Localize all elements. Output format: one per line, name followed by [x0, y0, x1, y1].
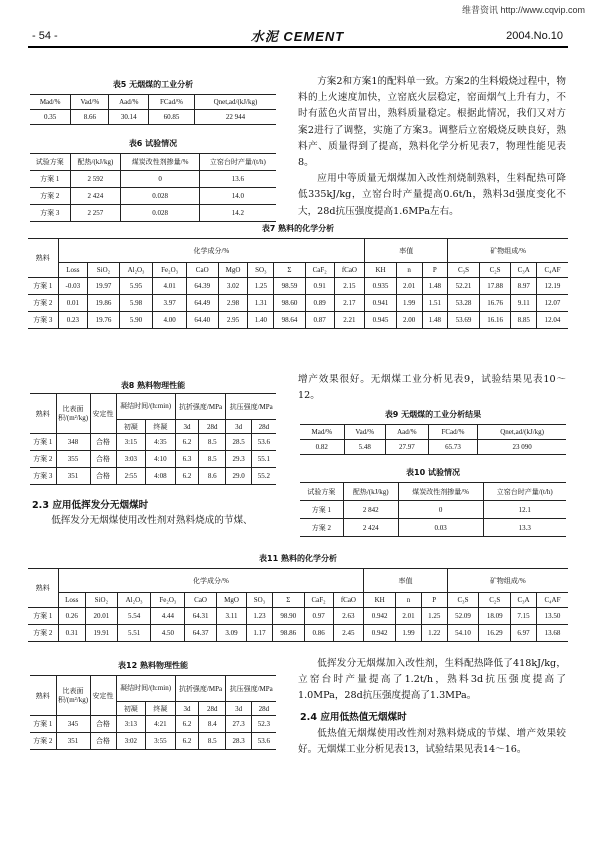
table7-cell: 0.935 — [365, 278, 397, 295]
table8-cell: 4:35 — [146, 434, 176, 451]
table7-cell: 12.04 — [537, 312, 568, 329]
table12-cell: 6.2 — [175, 733, 199, 750]
table11-cell: 0.942 — [364, 608, 396, 625]
table8-cell: 方案 1 — [30, 434, 56, 451]
table12-cell: 3:02 — [116, 733, 146, 750]
table9-header: Mad/% — [300, 425, 344, 440]
table11-cell: 3.09 — [216, 625, 246, 642]
table11-row — [28, 625, 568, 642]
table7-cell: 5.95 — [119, 278, 153, 295]
table10-header: 煤炭改性剂掺量/% — [398, 483, 483, 501]
table7-cell: 2.01 — [396, 278, 422, 295]
table11-cell: 2.63 — [333, 608, 364, 625]
table11-cell: 1.22 — [421, 625, 447, 642]
table11-cell: 1.23 — [247, 608, 273, 625]
table7-group-mineral: 矿物组成/% — [448, 239, 568, 263]
table11-row-label-header: 熟料 — [28, 569, 58, 608]
table5-cell: 30.14 — [109, 110, 149, 125]
table11-cell: 98.86 — [272, 625, 304, 642]
table7-row — [28, 295, 568, 312]
table11-cell: 13.50 — [536, 608, 568, 625]
table11-cell: 5.51 — [117, 625, 151, 642]
table7-col-header: SO₃ — [248, 263, 274, 278]
table7-cell: 16.76 — [479, 295, 511, 312]
table11-col-header: C₂S — [479, 593, 511, 608]
table12 — [30, 675, 276, 750]
table5-header: Mad/% — [30, 95, 71, 110]
table11-col-header: Σ — [272, 593, 304, 608]
table8-cell: 55.2 — [251, 468, 276, 485]
table9-header: Vad/% — [344, 425, 385, 440]
table7-cell: 19.76 — [88, 312, 120, 329]
table8-cell: 方案 2 — [30, 451, 56, 468]
table9-header: Aad/% — [385, 425, 428, 440]
table9-cell: 23 090 — [478, 440, 566, 455]
table11-row — [28, 608, 568, 625]
table11-cell: 2.45 — [333, 625, 364, 642]
table11-row-label: 方案 2 — [28, 625, 58, 642]
table12-header-stability: 安定性 — [90, 676, 116, 716]
table9-cell: 0.82 — [300, 440, 344, 455]
table11-group-mineral: 矿物组成/% — [447, 569, 568, 593]
table7-cell: 5.90 — [119, 312, 153, 329]
table8-cell: 8.6 — [199, 468, 226, 485]
table10-cell: 2 424 — [343, 519, 398, 537]
table11-caption: 表11 熟料的化学分析 — [259, 554, 337, 563]
table7-cell: 64.39 — [186, 278, 218, 295]
table7-group-ratio: 率值 — [365, 239, 448, 263]
table7-cell: 2.17 — [334, 295, 365, 312]
table6-header: 配热/(kJ/kg) — [70, 154, 121, 171]
table11-col-header: P — [421, 593, 447, 608]
table11-col-header: KH — [364, 593, 396, 608]
table8-subheader: 3d — [226, 420, 251, 434]
table7-cell: 64.40 — [186, 312, 218, 329]
paragraph: 低挥发分无烟煤使用改性剂对熟料烧成的节煤、 — [51, 515, 253, 526]
table8 — [30, 393, 276, 485]
table8-cell: 4:08 — [146, 468, 176, 485]
table8-cell: 355 — [56, 451, 90, 468]
table12-header-comp: 抗压强度/MPa — [226, 676, 276, 702]
body-text-sec24 — [298, 726, 566, 758]
table12-caption: 表12 熟料物理性能 — [118, 661, 188, 670]
paragraph: 增产效果很好。无烟煤工业分析见表9，试验结果见表10～12。 — [298, 374, 566, 402]
table8-subheader: 28d — [251, 420, 276, 434]
table8-subheader: 28d — [199, 420, 226, 434]
table7-col-header: C₄AF — [537, 263, 568, 278]
table11-col-header: n — [396, 593, 422, 608]
table7-cell: -0.03 — [58, 278, 88, 295]
table11 — [28, 568, 568, 642]
table6-caption: 表6 试验情况 — [128, 139, 178, 148]
table7-group-chem: 化学成分/% — [58, 239, 365, 263]
table8-cell: 6.3 — [175, 451, 199, 468]
table8-cell: 29.0 — [226, 468, 251, 485]
table12-cell: 方案 1 — [30, 716, 56, 733]
table6-cell: 0.028 — [121, 188, 199, 205]
table5-caption: 表5 无烟煤的工业分析 — [112, 80, 194, 89]
table11-col-header-row — [28, 593, 568, 608]
table7-cell: 53.69 — [448, 312, 480, 329]
table5-cell: 22 944 — [194, 110, 276, 125]
table8-cell: 53.6 — [251, 434, 276, 451]
table6-header: 立窑台时产量/(t/h) — [199, 154, 276, 171]
table7-cell: 1.51 — [422, 295, 448, 312]
table9-header: FCad/% — [428, 425, 478, 440]
table7-cell: 64.49 — [186, 295, 218, 312]
table5-cell: 60.85 — [149, 110, 195, 125]
table7-cell: 0.941 — [365, 295, 397, 312]
table11-cell: 2.01 — [396, 608, 422, 625]
table7-row — [28, 312, 568, 329]
table7-cell: 2.21 — [334, 312, 365, 329]
body-text-right-bottom — [298, 656, 566, 705]
table10-cell: 12.1 — [483, 501, 566, 519]
table8-row — [30, 468, 276, 485]
table7-cell: 98.64 — [274, 312, 306, 329]
table6 — [30, 153, 276, 222]
table11-cell: 20.01 — [85, 608, 117, 625]
table7-cell: 1.48 — [422, 312, 448, 329]
table7-cell: 2.98 — [218, 295, 248, 312]
paragraph: 低挥发分无烟煤加入改性剂，生料配热降低了418kJ/kg，立窑台时产量提高了1.2t/h，熟料3d抗压强度提高了1.0MPa，28d抗压强度提高了1.3MPa。 — [298, 658, 566, 702]
table8-cell: 合格 — [90, 434, 116, 451]
table7-cell: 1.31 — [248, 295, 274, 312]
table8-row — [30, 434, 276, 451]
table10-header: 试验方案 — [300, 483, 343, 501]
section-heading-2-4: 2.4 应用低热值无烟煤时 — [300, 712, 407, 723]
table8-header-clinker: 熟料 — [30, 394, 56, 434]
table5-cell: 8.66 — [71, 110, 109, 125]
table11-col-header: CaF₂ — [304, 593, 333, 608]
table7-cell: 0.01 — [58, 295, 88, 312]
table7-col-header: CaO — [186, 263, 218, 278]
table6-cell: 14.2 — [199, 205, 276, 222]
table12-header-flex: 抗折强度/MPa — [175, 676, 226, 702]
table8-header-stability: 安定性 — [90, 394, 116, 434]
body-text-right-mid — [298, 372, 566, 404]
table11-group-ratio: 率值 — [364, 569, 447, 593]
body-text-right-top — [298, 74, 566, 220]
table11-col-header: C₃S — [447, 593, 479, 608]
table7-cell: 0.23 — [58, 312, 88, 329]
table7-cell: 5.98 — [119, 295, 153, 312]
table11-cell: 98.90 — [272, 608, 304, 625]
table7-row-label: 方案 3 — [28, 312, 58, 329]
table10-cell: 13.3 — [483, 519, 566, 537]
table11-cell: 16.29 — [479, 625, 511, 642]
table6-cell: 方案 1 — [30, 171, 70, 188]
table9-cell: 65.73 — [428, 440, 478, 455]
table7-cell: 4.01 — [153, 278, 187, 295]
table6-cell: 2 424 — [70, 188, 121, 205]
table7-col-header: Loss — [58, 263, 88, 278]
table7-row-label: 方案 1 — [28, 278, 58, 295]
table7-cell: 1.99 — [396, 295, 422, 312]
table8-subheader: 初凝 — [116, 420, 146, 434]
table11-col-header: Loss — [58, 593, 85, 608]
table11-cell: 18.09 — [479, 608, 511, 625]
table11-cell: 0.26 — [58, 608, 85, 625]
table7-cell: 2.00 — [396, 312, 422, 329]
table8-cell: 8.5 — [199, 451, 226, 468]
table8-header-set: 凝结时间/(h:min) — [116, 394, 175, 420]
table7-col-header: MgO — [218, 263, 248, 278]
table10-cell: 方案 1 — [300, 501, 343, 519]
table12-subheader: 终凝 — [146, 702, 176, 716]
table7-cell: 4.00 — [153, 312, 187, 329]
table7-row-label-header: 熟料 — [28, 239, 58, 278]
table11-cell: 1.25 — [421, 608, 447, 625]
table9 — [300, 424, 566, 455]
table7-cell: 12.19 — [537, 278, 568, 295]
table7-cell: 3.97 — [153, 295, 187, 312]
table11-col-header: fCaO — [333, 593, 364, 608]
table12-row — [30, 716, 276, 733]
table11-cell: 0.942 — [364, 625, 396, 642]
table10-cell: 0 — [398, 501, 483, 519]
table11-cell: 52.09 — [447, 608, 479, 625]
table11-cell: 4.44 — [151, 608, 185, 625]
table7-cell: 3.02 — [218, 278, 248, 295]
table11-cell: 64.31 — [185, 608, 217, 625]
body-text-sec23 — [32, 513, 278, 529]
table7-cell: 2.15 — [334, 278, 365, 295]
table12-cell: 351 — [56, 733, 90, 750]
table7-cell: 16.16 — [479, 312, 511, 329]
table11-cell: 19.91 — [85, 625, 117, 642]
table11-col-header: C₄AF — [536, 593, 568, 608]
table11-cell: 0.86 — [304, 625, 333, 642]
table12-cell: 8.5 — [199, 733, 226, 750]
table7-cell: 53.28 — [448, 295, 480, 312]
table7-row-label: 方案 2 — [28, 295, 58, 312]
table7-cell: 52.21 — [448, 278, 480, 295]
table12-cell: 345 — [56, 716, 90, 733]
table12-cell: 53.6 — [251, 733, 276, 750]
table11-cell: 1.99 — [396, 625, 422, 642]
table6-cell: 0 — [121, 171, 199, 188]
table8-cell: 348 — [56, 434, 90, 451]
table11-cell: 3.11 — [216, 608, 246, 625]
table11-col-header: MgO — [216, 593, 246, 608]
table12-cell: 4:21 — [146, 716, 176, 733]
table8-cell: 4:10 — [146, 451, 176, 468]
table6-cell: 0.028 — [121, 205, 199, 222]
table7-col-header: n — [396, 263, 422, 278]
table12-row — [30, 733, 276, 750]
table11-col-header: SiO₂ — [85, 593, 117, 608]
table7-cell: 8.85 — [511, 312, 537, 329]
table7-cell: 1.25 — [248, 278, 274, 295]
table6-header: 煤炭改性剂掺量/% — [121, 154, 199, 171]
table10 — [300, 482, 566, 537]
paragraph: 方案2和方案1的配料单一致。方案2的生料煅烧过程中，物料的上火速度加快，立窑底火层稳定，窑面烟气上升有力，不时有蓝色火苗冒出，熟料质量稳定。根据此情况，我们又对方案2进行了调整，实施了方案3。调整后立窑煅烧反映良好，熟料产、质量得到了提高，熟料化学分析见表7，物理性能见表8。 — [298, 76, 566, 169]
table7-cell: 1.40 — [248, 312, 274, 329]
table11-cell: 54.10 — [447, 625, 479, 642]
table8-cell: 6.2 — [175, 434, 199, 451]
table10-caption: 表10 试验情况 — [406, 468, 460, 477]
table8-header-comp: 抗压强度/MPa — [226, 394, 276, 420]
table8-cell: 2:55 — [116, 468, 146, 485]
table7-cell: 98.60 — [274, 295, 306, 312]
table10-cell: 方案 2 — [300, 519, 343, 537]
table8-cell: 55.1 — [251, 451, 276, 468]
table12-subheader: 初凝 — [116, 702, 146, 716]
table7-cell: 98.59 — [274, 278, 306, 295]
table10-header: 立窑台时产量/(t/h) — [483, 483, 566, 501]
table12-subheader: 3d — [175, 702, 199, 716]
table5-cell: 0.35 — [30, 110, 71, 125]
table11-col-header: Fe₂O₃ — [151, 593, 185, 608]
table8-cell: 8.5 — [199, 434, 226, 451]
table7 — [28, 238, 568, 329]
table11-cell: 13.68 — [536, 625, 568, 642]
table11-cell: 7.15 — [511, 608, 537, 625]
table11-cell: 0.31 — [58, 625, 85, 642]
table5-header: Aad/% — [109, 95, 149, 110]
table12-cell: 27.3 — [226, 716, 251, 733]
table6-header: 试验方案 — [30, 154, 70, 171]
table12-subheader: 3d — [226, 702, 251, 716]
table11-col-header: CaO — [185, 593, 217, 608]
table12-subheader: 28d — [199, 702, 226, 716]
table5-header: Vad/% — [71, 95, 109, 110]
table7-col-header: Fe₂O₃ — [153, 263, 187, 278]
table12-cell: 3:13 — [116, 716, 146, 733]
table12-cell: 8.4 — [199, 716, 226, 733]
table12-cell: 合格 — [90, 716, 116, 733]
paragraph: 低热值无烟煤使用改性剂对熟料烧成的节煤、增产效果较好。无烟煤工业分析见表13，试验结果见表14～16。 — [298, 728, 566, 756]
table7-cell: 17.88 — [479, 278, 511, 295]
table6-cell: 方案 2 — [30, 188, 70, 205]
table5-header: Qnet,ad/(kJ/kg) — [194, 95, 276, 110]
journal-logo: 水泥 CEMENT — [250, 29, 345, 44]
header-rule — [28, 46, 568, 48]
table8-cell: 3:15 — [116, 434, 146, 451]
table8-cell: 351 — [56, 468, 90, 485]
table11-col-header: C₃A — [511, 593, 537, 608]
table10-cell: 2 842 — [343, 501, 398, 519]
table7-caption: 表7 熟料的化学分析 — [261, 224, 335, 233]
table7-cell: 1.48 — [422, 278, 448, 295]
table8-subheader: 3d — [175, 420, 199, 434]
table7-cell: 9.11 — [511, 295, 537, 312]
source-watermark: 维普资讯 http://www.cqvip.com — [461, 5, 585, 15]
table11-cell: 4.50 — [151, 625, 185, 642]
table7-col-header: C₃A — [511, 263, 537, 278]
table7-col-header-row — [28, 263, 568, 278]
table7-col-header: C₂S — [479, 263, 511, 278]
page-number: - 54 - — [32, 30, 58, 42]
table9-cell: 5.48 — [344, 440, 385, 455]
table6-cell: 方案 3 — [30, 205, 70, 222]
table12-cell: 方案 2 — [30, 733, 56, 750]
table7-col-header: CaF₂ — [305, 263, 334, 278]
section-heading-2-3: 2.3 应用低挥发分无烟煤时 — [32, 500, 149, 511]
table7-cell: 0.87 — [305, 312, 334, 329]
table6-cell: 13.6 — [199, 171, 276, 188]
table8-row — [30, 451, 276, 468]
table8-subheader: 终凝 — [146, 420, 176, 434]
table11-cell: 6.97 — [511, 625, 537, 642]
table7-cell: 0.91 — [305, 278, 334, 295]
paragraph: 应用中等质量无烟煤加入改性剂烧制熟料，生料配热可降低335kJ/kg，立窑台时产量提高0.6t/h，熟料3d强度变化不大，28d抗压强度提高1.6MPa左右。 — [298, 173, 566, 217]
table7-col-header: fCaO — [334, 263, 365, 278]
table8-header-area: 比表面积/(m²/kg) — [56, 394, 90, 434]
table8-cell: 合格 — [90, 451, 116, 468]
table8-cell: 合格 — [90, 468, 116, 485]
table11-row-label: 方案 1 — [28, 608, 58, 625]
table7-cell: 8.97 — [511, 278, 537, 295]
table12-subheader: 28d — [251, 702, 276, 716]
table7-col-header: KH — [365, 263, 397, 278]
table8-cell: 3:03 — [116, 451, 146, 468]
table10-cell: 0.03 — [398, 519, 483, 537]
issue-label: 2004.No.10 — [506, 30, 563, 42]
table6-cell: 2 592 — [70, 171, 121, 188]
table8-cell: 6.2 — [175, 468, 199, 485]
table7-cell: 19.97 — [88, 278, 120, 295]
table11-group-chem: 化学成分/% — [58, 569, 364, 593]
table7-col-header: Σ — [274, 263, 306, 278]
table11-col-header: Al₂O₃ — [117, 593, 151, 608]
table10-header: 配热/(kJ/kg) — [343, 483, 398, 501]
table12-header-set: 凝结时间/(h:min) — [116, 676, 175, 702]
table7-row — [28, 278, 568, 295]
table8-cell: 方案 3 — [30, 468, 56, 485]
table8-cell: 29.3 — [226, 451, 251, 468]
table8-cell: 28.5 — [226, 434, 251, 451]
table12-cell: 3:55 — [146, 733, 176, 750]
table11-col-header: SO₃ — [247, 593, 273, 608]
table7-col-header: Al₂O₃ — [119, 263, 153, 278]
table6-cell: 14.0 — [199, 188, 276, 205]
table7-cell: 12.07 — [537, 295, 568, 312]
table8-caption: 表8 熟料物理性能 — [120, 381, 186, 390]
table9-caption: 表9 无烟煤的工业分析结果 — [384, 410, 482, 419]
table11-cell: 64.37 — [185, 625, 217, 642]
table7-cell: 0.945 — [365, 312, 397, 329]
table6-cell: 2 257 — [70, 205, 121, 222]
table8-header-flex: 抗折强度/MPa — [175, 394, 226, 420]
table12-cell: 52.3 — [251, 716, 276, 733]
table12-cell: 合格 — [90, 733, 116, 750]
table12-cell: 6.2 — [175, 716, 199, 733]
table7-cell: 2.95 — [218, 312, 248, 329]
table7-col-header: P — [422, 263, 448, 278]
table12-header-area: 比表面积/(m²/kg) — [56, 676, 90, 716]
table12-header-clinker: 熟料 — [30, 676, 56, 716]
table9-header: Qnet,ad/(kJ/kg) — [478, 425, 566, 440]
table12-cell: 28.3 — [226, 733, 251, 750]
table7-cell: 0.89 — [305, 295, 334, 312]
table11-cell: 5.54 — [117, 608, 151, 625]
table7-col-header: SiO₂ — [88, 263, 120, 278]
table5-header: FCad/% — [149, 95, 195, 110]
table7-cell: 19.86 — [88, 295, 120, 312]
table5 — [30, 94, 276, 125]
table7-col-header: C₃S — [448, 263, 480, 278]
table9-cell: 27.97 — [385, 440, 428, 455]
table11-cell: 1.17 — [247, 625, 273, 642]
table11-cell: 0.97 — [304, 608, 333, 625]
